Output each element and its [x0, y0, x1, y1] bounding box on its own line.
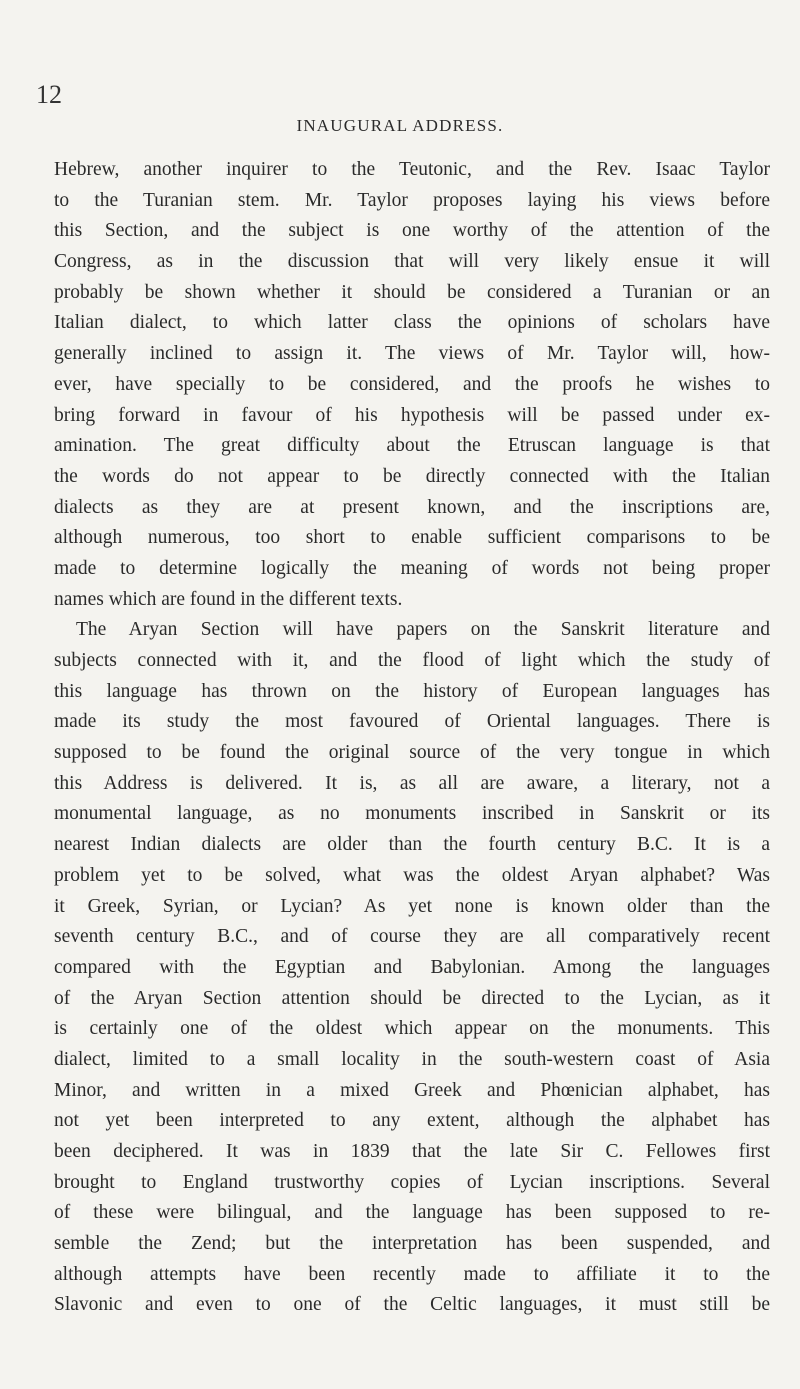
- text-line: Hebrew, another inquirer to the Teutonic, and the Rev. Isaac Taylor: [54, 159, 770, 180]
- text-line: semble the Zend; but the interpretation has been suspended, and: [54, 1233, 770, 1255]
- text-line: Minor, and written in a mixed Greek and Phœnician alphabet, has: [54, 1079, 770, 1101]
- text-line: probably be shown whether it should be considered a Turanian or an: [54, 281, 770, 303]
- text-line: Slavonic and even to one of the Celtic languages, it must still be: [54, 1294, 770, 1316]
- text-line: problem yet to be solved, what was the oldest Aryan alphabet? Was: [54, 864, 770, 886]
- text-line: is certainly one of the oldest which appear on the monuments. This: [54, 1018, 770, 1040]
- text-line: of these were bilingual, and the language has been supposed to re-: [54, 1202, 770, 1224]
- text-line: Italian dialect, to which latter class the opinions of scholars have: [54, 312, 770, 334]
- text-line: dialects as they are at present known, and the inscriptions are,: [54, 496, 770, 518]
- text-line: not yet been interpreted to any extent, although the alphabet has: [54, 1110, 770, 1132]
- text-line: supposed to be found the original source of the very tongue in which: [54, 742, 770, 764]
- page-number: 12: [36, 80, 62, 109]
- text-line: to the Turanian stem. Mr. Taylor proposes laying his views before: [54, 189, 770, 211]
- text-line: monumental language, as no monuments inscribed in Sanskrit or its: [54, 803, 770, 825]
- text-line: made to determine logically the meaning of words not being proper: [54, 557, 770, 579]
- text-line: compared with the Egyptian and Babylonian. Among the languages: [54, 956, 770, 978]
- body-text: [54, 155, 770, 1321]
- text-line: although numerous, too short to enable sufficient comparisons to be: [54, 527, 770, 549]
- text-line: the words do not appear to be directly connected with the Italian: [54, 465, 770, 487]
- text-line: seventh century B.C., and of course they are all comparatively recent: [54, 926, 770, 948]
- text-line: Congress, as in the discussion that will very likely ensue it will: [54, 251, 770, 273]
- text-line: made its study the most favoured of Oriental languages. There is: [54, 711, 770, 733]
- text-line: this language has thrown on the history of European languages has: [54, 680, 770, 702]
- text-line: been deciphered. It was in 1839 that the late Sir C. Fellowes first: [54, 1141, 770, 1162]
- paragraph-etruscan: [54, 155, 770, 615]
- text-line: dialect, limited to a small locality in the south-western coast of Asia: [54, 1048, 770, 1070]
- text-line: although attempts have been recently made to affiliate it to the: [54, 1263, 770, 1285]
- text-line: this Section, and the subject is one worthy of the attention of the: [54, 220, 770, 242]
- running-head: INAUGURAL ADDRESS.: [296, 116, 504, 135]
- text-line: bring forward in favour of his hypothesis will be passed under ex-: [54, 404, 770, 426]
- text-line: The Aryan Section will have papers on the Sanskrit literature and: [76, 619, 770, 641]
- text-line: brought to England trustworthy copies of Lycian inscriptions. Several: [54, 1171, 770, 1193]
- text-line: of the Aryan Section attention should be directed to the Lycian, as it: [54, 987, 770, 1009]
- paragraph-aryan-section: [54, 615, 770, 1321]
- text-line: ever, have specially to be considered, and the proofs he wishes to: [54, 373, 770, 395]
- text-line: names which are found in the different texts.: [54, 588, 403, 610]
- text-line: this Address is delivered. It is, as all are aware, a literary, not a: [54, 772, 770, 794]
- text-line: subjects connected with it, and the flood of light which the study of: [54, 650, 770, 671]
- text-line: amination. The great difficulty about the Etruscan language is that: [54, 435, 770, 457]
- text-line: it Greek, Syrian, or Lycian? As yet none is known older than the: [54, 895, 770, 917]
- text-line: generally inclined to assign it. The views of Mr. Taylor will, how-: [54, 343, 770, 365]
- text-line: nearest Indian dialects are older than the fourth century B.C. It is a: [54, 834, 770, 856]
